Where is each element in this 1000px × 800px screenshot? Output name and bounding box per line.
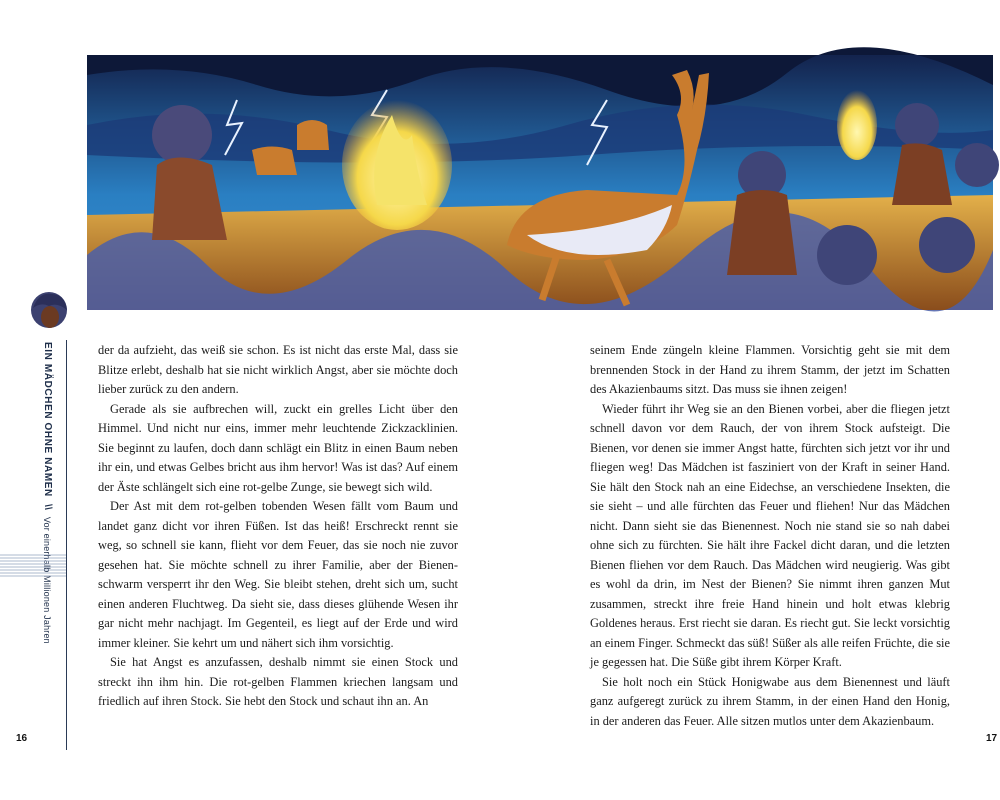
torch-fire (837, 90, 877, 160)
paragraph: Sie hat Angst es anzufassen, deshalb nimmt sie einen Stock und streckt ihn ihm hin. Die rot-gelben Flammen kriechen langsam und friedlich auf ihren Stock. Sie hebt den Stock und schaut ihn an. An (98, 655, 458, 708)
chapter-subtitle: Vor einerhalb Millionen Jahren (42, 516, 52, 644)
savanna-fire-illustration (87, 55, 993, 310)
decorative-lines (0, 552, 66, 580)
paragraph: seinem Ende züngeln kleine Flammen. Vorsichtig geht sie mit dem brennenden Stock in der Hand zu ihrem Stamm, der jetzt im Schatten des Akazienbaums sitzt. Das muss sie ihnen zeigen! (590, 343, 950, 396)
vertical-rule (66, 340, 67, 750)
paragraph: der da aufzieht, das weiß sie schon. Es ist nicht das erste Mal, dass sie Blitze erlebt, deshalb hat sie nicht wirklich Angst, aber sie möchte doch lieber zurück zu den andern. (98, 343, 458, 396)
right-text-column (590, 341, 950, 731)
girl-avatar-icon (27, 290, 71, 334)
paragraph: Der Ast mit dem rot-gelben tobenden Wesen fällt vom Baum und landet ganz dicht vor ihren Füßen. Ist das heiß! Erschreckt rennt sie weg, so schnell sie kann, flieht vor dem Feuer, das sie noch nie zuvor gesehen hat. Sie möchte schnell zu ihrer Familie, aber der Bienenschwarm versperrt ihr den Weg. Sie bleibt stehen, dreht sich um, sucht einen anderen Fluchtweg. Da sieht sie, dass dieses glühende Wesen ihr gar nicht mehr nachjagt. Im Gegenteil, es liegt auf der Erde und wird immer kleiner. Sie kehrt um und nähert sich ihm vorsichtig. (98, 499, 458, 650)
paragraph: Wieder führt ihr Weg sie an den Bienen vorbei, aber die fliegen jetzt schnell davon vor dem Rauch, der von ihrem Stock aufsteigt. Die Bienen, vor denen sie immer Angst hatte, fürchten sich jetzt vor ihr und fliegen weg! Das Mädchen ist fasziniert von der Kraft in seiner Hand. Sie hält den Stock nah an eine Eidechse, an verschiedene Insekten, die sie sieht – und alle fürchten das Feuer und fliehen! Nur das Mädchen nicht. Dann sieht sie das Bienennest. Noch nie stand sie so nah dabei ohne sich zu fürchten. Sie hält ihre Fackel dicht daran, und die letzten Bienen fliehen vor dem Rauch. Das Mädchen wird neugierig. Was gibt es wohl da drin, im Nest der Bienen? Sie nimmt ihren ganzen Mut zusammen, streckt ihre freie Hand hinein und holt etwas klebrig Goldenes heraus. Erst riecht sie daran. Es riecht gut. Sie leckt vorsichtig an einem Finger. Schmeckt das süß! Süßer als alle reifen Früchte, die sie je gegessen hat. Die Süße gibt ihrem Körper Kraft. (590, 401, 950, 669)
page-number-right: 17 (986, 733, 998, 744)
book-title: EIN MÄDCHEN OHNE NAMEN (42, 342, 53, 497)
paragraph: Sie holt noch ein Stück Honigwabe aus dem Bienennest und läuft ganz aufgeregt zurück zu ihrem Stamm, in der einen Hand den Honig, in der anderen das Feuer. Alle sitzen mutlos unter dem Akazienbaum. (590, 674, 950, 728)
header-separator: \\ (42, 503, 53, 510)
left-text-column (98, 341, 458, 712)
running-header (38, 342, 56, 644)
paragraph: Gerade als sie aufbrechen will, zuckt ein grelles Licht über den Himmel. Und nicht nur eins, immer mehr leuchtende Zickzacklinien. Sie beginnt zu laufen, doch dann schlägt ein Blitz in einen Baum neben ihr ein, und etwas Gelbes bricht aus ihm hervor! Was ist das? Auf einem der Äste schlängelt sich eine rot-gelbe Zunge, sie bewegt sich wild. (98, 401, 458, 494)
page-number-left: 16 (16, 733, 28, 744)
illustration-svg (87, 55, 993, 310)
